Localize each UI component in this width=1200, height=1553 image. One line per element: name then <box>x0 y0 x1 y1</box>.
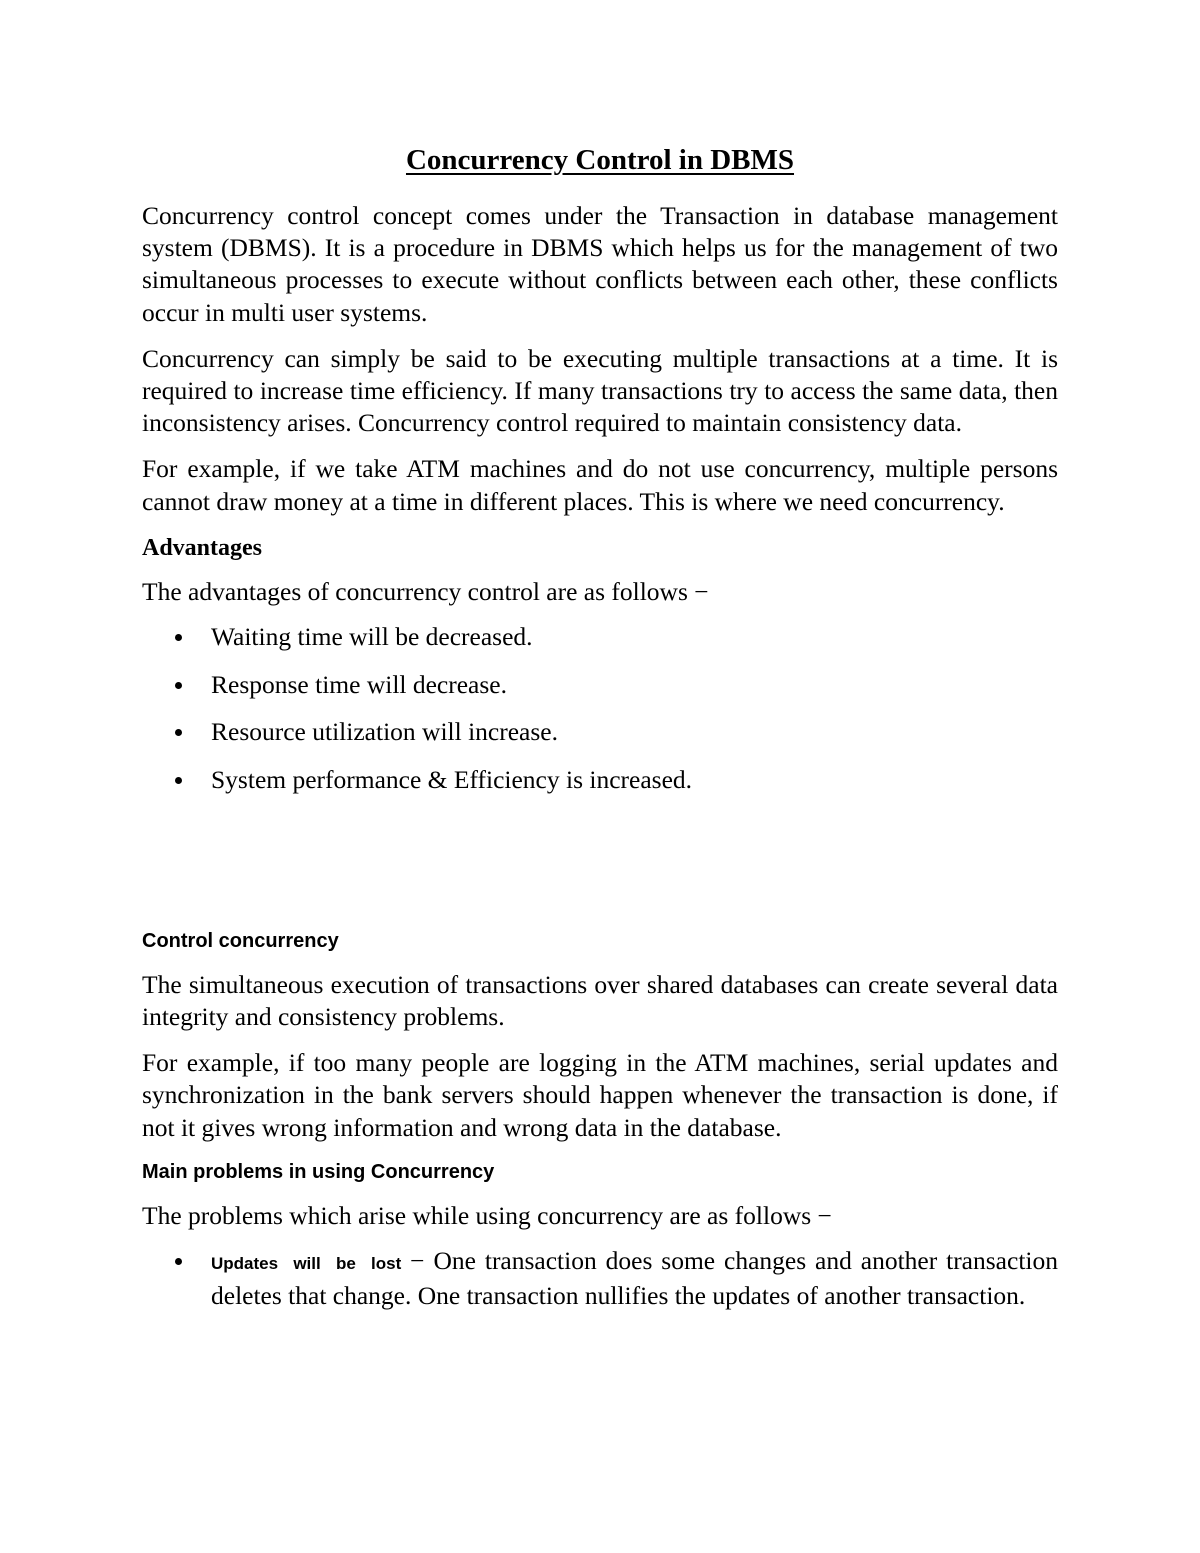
list-item <box>142 669 1058 701</box>
document-page <box>142 140 1058 1328</box>
document-title: Concurrency Control in DBMS <box>405 144 795 176</box>
main-problems-heading: Main problems in using Concurrency <box>142 1160 495 1183</box>
paragraph-control-1: The simultaneous execution of transactions over shared databases can create several data integrity and consistency problems. <box>142 969 1058 1032</box>
list-item <box>142 764 1058 796</box>
advantages-list <box>142 621 1058 796</box>
control-concurrency-heading: Control concurrency <box>142 929 339 952</box>
section-spacer <box>142 812 1058 927</box>
list-item-text: Waiting time will be decreased. <box>211 622 533 652</box>
bullet-icon <box>175 729 182 736</box>
problem-text: One transaction does some changes and another transaction deletes that change. One transaction nullifies the updates of another transaction. <box>211 1246 1058 1311</box>
paragraph-intro-3: For example, if we take ATM machines and do not use concurrency, multiple persons cannot draw money at a time in different places. This is where we need concurrency. <box>142 454 1058 516</box>
problems-list <box>142 1245 1058 1312</box>
list-item-text: Resource utilization will increase. <box>211 717 558 747</box>
list-item <box>142 1245 1058 1312</box>
list-item-text: Response time will decrease. <box>211 669 507 699</box>
list-item-text: System performance & Efficiency is increased. <box>211 765 693 795</box>
bullet-icon <box>175 682 182 689</box>
paragraph-control-2: For example, if too many people are logging in the ATM machines, serial updates and synchronization in the bank servers should happen whenever the transaction is done, if not it gives wrong information and wrong data in the database. <box>142 1048 1058 1142</box>
problem-separator: − <box>401 1246 434 1276</box>
advantages-intro: The advantages of concurrency control are as follows − <box>142 576 709 606</box>
bullet-icon <box>175 777 182 784</box>
bullet-icon <box>175 634 182 641</box>
advantages-heading: Advantages <box>142 534 263 561</box>
paragraph-intro-2: Concurrency can simply be said to be executing multiple transactions at a time. It is required to increase time efficiency. If many transactions try to access the same data, then inconsistency arises. Concurrency control required to maintain consistency data. <box>142 343 1058 438</box>
bullet-icon <box>175 1258 182 1265</box>
problem-label: Updates will be lost <box>211 1254 402 1274</box>
problems-intro: The problems which arise while using concurrency are as follows − <box>142 1200 832 1230</box>
list-item <box>142 716 1058 748</box>
list-item <box>142 621 1058 653</box>
paragraph-intro-1: Concurrency control concept comes under the Transaction in database management system (DBMS). It is a procedure in DBMS which helps us for the management of two simultaneous processes to execute without conflicts between each other, these conflicts occur in multi user systems. <box>142 201 1058 327</box>
